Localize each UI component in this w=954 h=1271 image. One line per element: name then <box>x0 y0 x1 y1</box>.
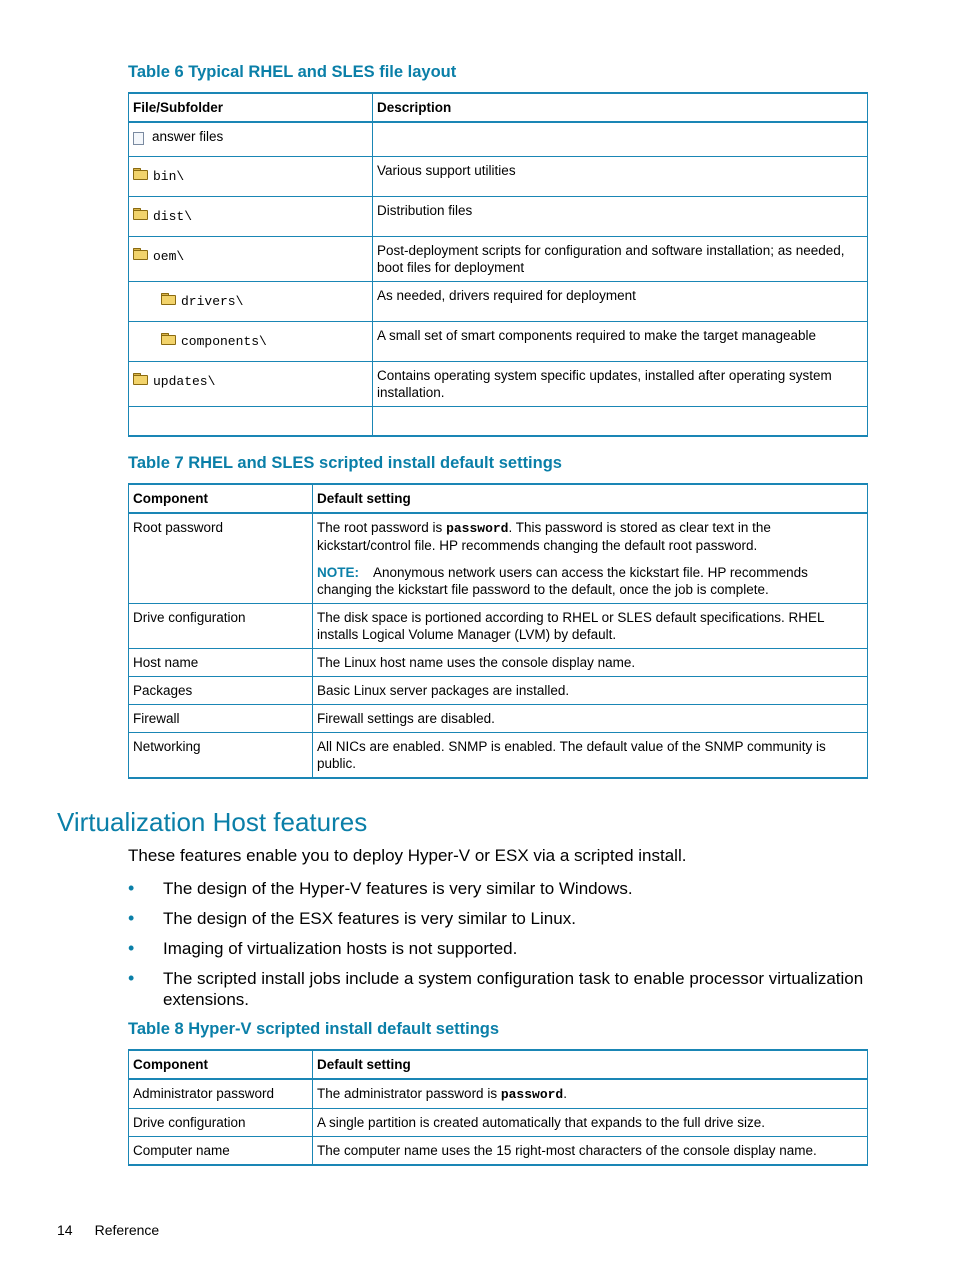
list-item: • The design of the Hyper-V features is very similar to Windows. <box>128 878 870 899</box>
folder-icon <box>133 208 147 219</box>
table-header-row <box>129 484 868 513</box>
file-name: oem\ <box>153 249 185 264</box>
setting-cell: A single partition is created automatically that expands to the full drive size. <box>313 1109 868 1137</box>
column-header: File/Subfolder <box>129 93 373 122</box>
page-number: 14 <box>57 1222 73 1238</box>
note <box>317 564 863 598</box>
setting-cell <box>313 1079 868 1109</box>
table-row <box>129 237 868 282</box>
file-cell <box>129 122 373 157</box>
file-cell <box>129 322 373 362</box>
column-header: Default setting <box>313 1050 868 1079</box>
text: The administrator password is <box>317 1086 501 1101</box>
component-cell: Root password <box>129 513 313 604</box>
file-cell <box>129 157 373 197</box>
component-cell: Administrator password <box>129 1079 313 1109</box>
section-title: Virtualization Host features <box>57 807 368 837</box>
code-password: password <box>446 521 509 536</box>
table-row <box>129 677 868 705</box>
list-item: • Imaging of virtualization hosts is not supported. <box>128 938 870 959</box>
file-name: dist\ <box>153 209 193 224</box>
table-row <box>129 513 868 604</box>
table6-caption: Table 6 Typical RHEL and SLES file layout <box>128 63 457 81</box>
component-cell: Networking <box>129 733 313 779</box>
footer-section: Reference <box>94 1222 160 1238</box>
description-cell <box>373 407 868 437</box>
text: The root password is <box>317 520 447 535</box>
folder-icon <box>161 333 175 344</box>
table-row <box>129 362 868 407</box>
column-header: Description <box>373 93 868 122</box>
description-cell: Various support utilities <box>373 157 868 197</box>
setting-cell: The Linux host name uses the console display name. <box>313 649 868 677</box>
table-row <box>129 122 868 157</box>
note-label: NOTE: <box>317 565 359 580</box>
component-cell: Firewall <box>129 705 313 733</box>
table-row <box>129 705 868 733</box>
file-name: bin\ <box>153 169 185 184</box>
description-cell: Distribution files <box>373 197 868 237</box>
note-text: Anonymous network users can access the kickstart file. HP recommends changing the kickstart file password to the default, once the job is complete. <box>317 565 808 597</box>
root-password-text <box>317 519 863 554</box>
table-row <box>129 157 868 197</box>
folder-icon <box>133 248 147 259</box>
table8-caption: Table 8 Hyper-V scripted install default settings <box>128 1020 500 1038</box>
component-cell: Host name <box>129 649 313 677</box>
table-row <box>129 282 868 322</box>
table-row <box>129 1079 868 1109</box>
setting-cell: All NICs are enabled. SNMP is enabled. The default value of the SNMP community is public. <box>313 733 868 779</box>
table7 <box>128 483 868 779</box>
bullet-list <box>128 878 870 1019</box>
table-row <box>129 1137 868 1166</box>
column-header: Component <box>129 484 313 513</box>
description-cell <box>373 122 868 157</box>
table-row <box>129 322 868 362</box>
table-row <box>129 649 868 677</box>
setting-cell: The computer name uses the 15 right-most characters of the console display name. <box>313 1137 868 1166</box>
list-item: • The design of the ESX features is very similar to Linux. <box>128 908 870 929</box>
setting-cell <box>313 513 868 604</box>
file-cell <box>129 407 373 437</box>
table6 <box>128 92 868 437</box>
table-row <box>129 604 868 649</box>
file-cell <box>129 362 373 407</box>
folder-icon <box>161 293 175 304</box>
file-icon <box>133 132 144 145</box>
table7-caption: Table 7 RHEL and SLES scripted install default settings <box>128 454 562 472</box>
table-row <box>129 1109 868 1137</box>
folder-icon <box>133 168 147 179</box>
file-name: answer files <box>152 129 224 144</box>
table8 <box>128 1049 868 1166</box>
table-header-row <box>129 1050 868 1079</box>
description-cell: Contains operating system specific updates, installed after operating system installation. <box>373 362 868 407</box>
section-intro: These features enable you to deploy Hyper-V or ESX via a scripted install. <box>128 846 687 865</box>
text: . This password is stored as clear text in the kickstart/control file. HP recommends changing the default root password. <box>317 520 771 553</box>
component-cell: Drive configuration <box>129 1109 313 1137</box>
setting-cell: The disk space is portioned according to RHEL or SLES default specifications. RHEL installs Logical Volume Manager (LVM) by default. <box>313 604 868 649</box>
folder-icon <box>133 373 147 384</box>
file-cell <box>129 237 373 282</box>
description-cell: A small set of smart components required to make the target manageable <box>373 322 868 362</box>
table-header-row <box>129 93 868 122</box>
component-cell: Drive configuration <box>129 604 313 649</box>
column-header: Component <box>129 1050 313 1079</box>
file-name: updates\ <box>153 374 216 389</box>
component-cell: Packages <box>129 677 313 705</box>
column-header: Default setting <box>313 484 868 513</box>
setting-cell: Basic Linux server packages are installed. <box>313 677 868 705</box>
table-row <box>129 197 868 237</box>
code-password: password <box>500 1087 564 1102</box>
file-name: components\ <box>181 334 267 349</box>
list-item: • The scripted install jobs include a system configuration task to enable processor virtualization extensions. <box>128 968 870 1010</box>
page-footer <box>57 1222 181 1238</box>
text: . <box>563 1086 568 1101</box>
description-cell: Post-deployment scripts for configuration and software installation; as needed, boot files for deployment <box>373 237 868 282</box>
file-cell <box>129 197 373 237</box>
description-cell: As needed, drivers required for deployment <box>373 282 868 322</box>
component-cell: Computer name <box>129 1137 313 1166</box>
table-row <box>129 733 868 779</box>
setting-cell: Firewall settings are disabled. <box>313 705 868 733</box>
table-row <box>129 407 868 437</box>
file-name: drivers\ <box>181 294 244 309</box>
file-cell <box>129 282 373 322</box>
